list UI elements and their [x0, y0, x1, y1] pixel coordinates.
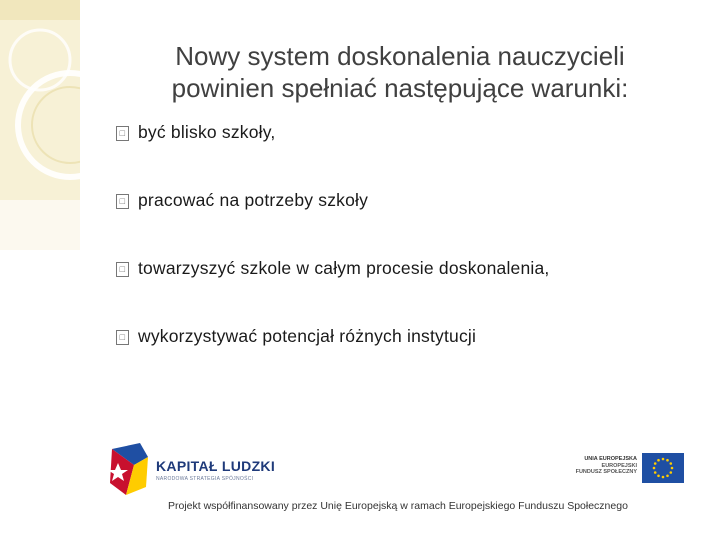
- title-line-2: powinien spełniać następujące warunki:: [171, 73, 629, 103]
- bullet-text: pracować na potrzeby szkoły: [138, 190, 369, 210]
- checkbox-bullet-icon: □: [116, 194, 129, 209]
- eu-flag-icon: [642, 453, 684, 483]
- decorative-background: [0, 0, 80, 250]
- eu-label: [565, 456, 637, 476]
- bullet-text: wykorzystywać potencjał różnych instytucji: [138, 326, 477, 346]
- checkbox-bullet-icon: □: [116, 330, 129, 345]
- kapital-ludzki-logo-icon: [110, 443, 150, 495]
- eu-label-line-2: EUROPEJSKI: [601, 462, 637, 469]
- eu-label-line-1: UNIA EUROPEJSKA: [584, 456, 637, 462]
- program-subtitle: NARODOWA STRATEGIA SPÓJNOŚCI: [156, 476, 254, 482]
- program-name: KAPITAŁ LUDZKI: [156, 458, 276, 474]
- bullet-text: towarzyszyć szkole w całym procesie doskonalenia,: [138, 258, 550, 278]
- bullet-text: być blisko szkoły,: [138, 122, 276, 142]
- slide-title: [100, 40, 700, 104]
- eu-label-line-3: FUNDUSZ SPOŁECZNY: [575, 469, 637, 475]
- title-line-1: Nowy system doskonalenia nauczycieli: [175, 41, 625, 71]
- cofinancing-note: Projekt współfinansowany przez Unię Europejską w ramach Europejskiego Funduszu Społecznego: [168, 500, 628, 512]
- checkbox-bullet-icon: □: [116, 262, 129, 277]
- footer-logos: [110, 438, 690, 523]
- checkbox-bullet-icon: □: [116, 126, 129, 141]
